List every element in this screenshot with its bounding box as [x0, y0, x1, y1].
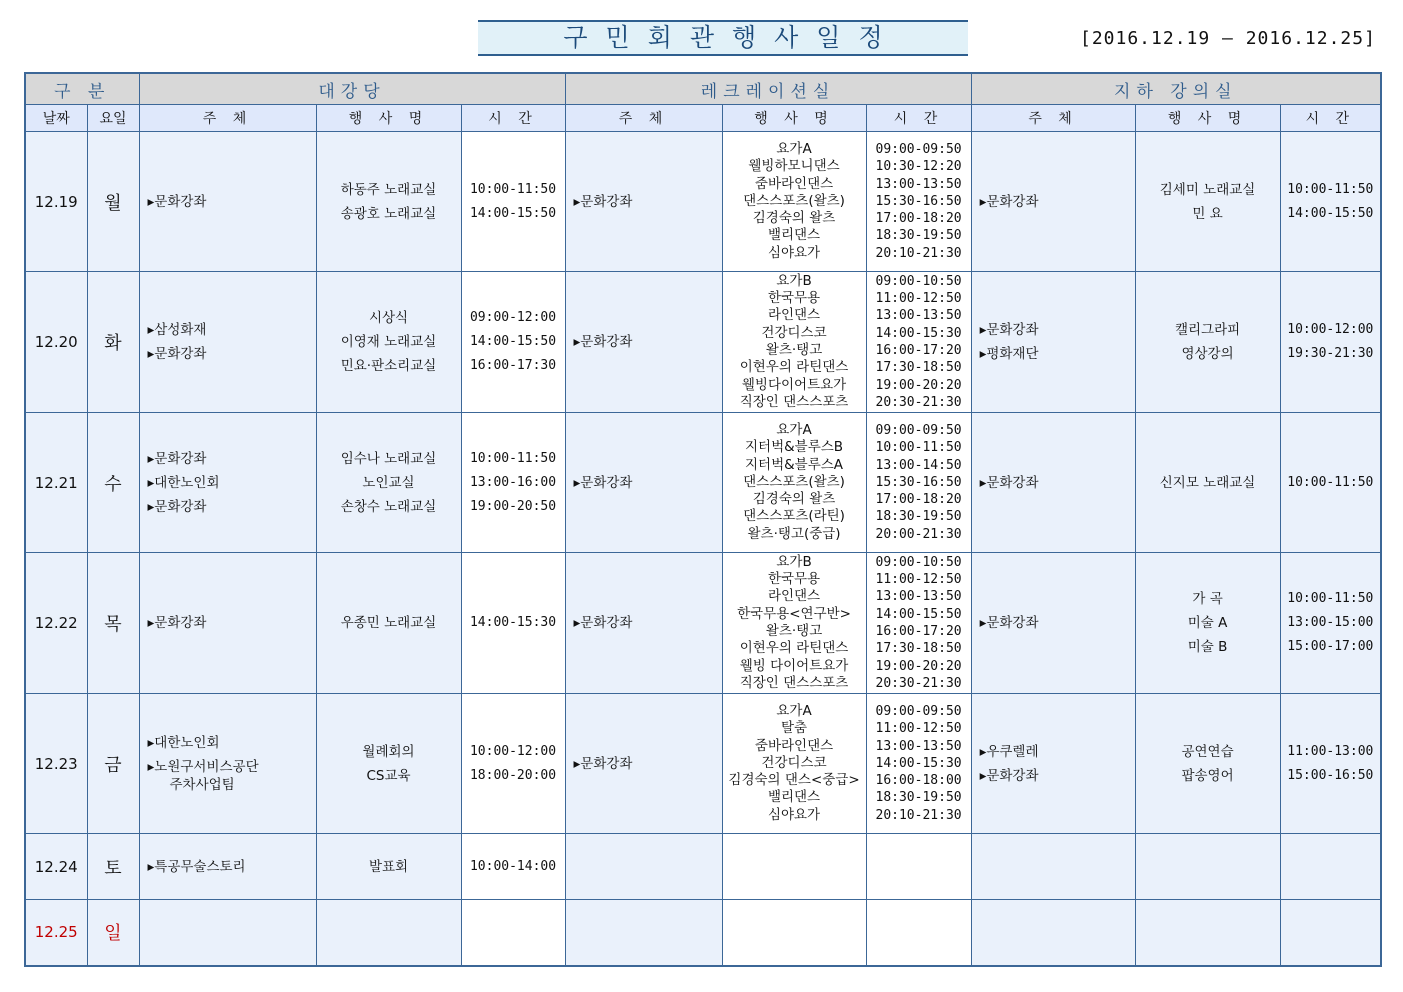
organizer-label: ▸대한노인회	[147, 474, 220, 491]
time-label: 09:00-10:50	[875, 554, 962, 570]
group-main-hall: 대강당	[139, 73, 565, 105]
event-label: 김세미 노래교실	[1159, 181, 1256, 198]
time-label: 20:30-21:30	[875, 394, 962, 410]
time-label: 14:00-15:30	[875, 755, 962, 771]
cell-hall-org	[139, 132, 316, 272]
cell-date: 12.22	[25, 553, 87, 694]
cell-rec-time	[866, 132, 971, 272]
event-label: 밸리댄스	[767, 227, 821, 244]
group-category: 구 분	[25, 73, 139, 105]
event-label: 한국무용	[767, 290, 821, 307]
event-label: 송광호 노래교실	[340, 205, 437, 222]
organizer-label: ▸문화강좌	[147, 450, 207, 467]
event-label: 하동주 노래교실	[340, 181, 437, 198]
event-label: 우종민 노래교실	[340, 615, 437, 631]
col-hall-event: 행 사 명	[316, 105, 461, 132]
time-label: 16:00-18:00	[875, 773, 962, 789]
event-label: 밸리댄스	[767, 789, 821, 806]
organizer-label: ▸문화강좌	[147, 498, 207, 515]
organizer-label: ▸우쿠렐레	[979, 743, 1039, 760]
cell-base-org	[971, 553, 1135, 694]
table-row	[25, 900, 1381, 966]
cell-hall-time	[461, 694, 565, 834]
cell-base-org	[971, 900, 1135, 966]
cell-rec-event	[722, 132, 866, 272]
event-label: 요가A	[776, 421, 812, 438]
event-label: 손창수 노래교실	[340, 498, 437, 515]
cell-day: 금	[87, 694, 139, 834]
time-label: 14:00-15:30	[875, 325, 962, 341]
time-label: 10:00-12:00	[1287, 322, 1374, 337]
cell-hall-time	[461, 413, 565, 553]
organizer-label: ▸문화강좌	[573, 755, 633, 772]
time-label: 18:00-20:00	[469, 767, 557, 783]
cell-rec-time	[866, 413, 971, 553]
cell-date: 12.20	[25, 272, 87, 413]
time-label: 09:00-09:50	[875, 422, 962, 438]
organizer-label: ▸문화강좌	[979, 474, 1039, 491]
time-label: 11:00-13:00	[1287, 743, 1374, 759]
event-label: 김경숙의 댄스<중급>	[728, 772, 860, 789]
event-label: 공연연습	[1181, 743, 1234, 760]
table-row	[25, 553, 1381, 694]
cell-rec-org	[565, 553, 722, 694]
event-label: 이현우의 라틴댄스	[739, 640, 849, 657]
event-label: 건강디스코	[761, 324, 827, 341]
time-label: 16:00-17:30	[469, 358, 557, 373]
time-label: 15:00-17:00	[1287, 639, 1374, 654]
cell-hall-event	[316, 553, 461, 694]
cell-base-org	[971, 413, 1135, 553]
cell-rec-org	[565, 413, 722, 553]
time-label: 14:00-15:50	[469, 334, 557, 349]
event-label: 줌바라인댄스	[754, 737, 834, 754]
cell-rec-event	[722, 900, 866, 966]
event-label: 이현우의 라틴댄스	[739, 359, 849, 376]
time-label: 13:00-14:50	[875, 457, 962, 473]
cell-rec-org	[565, 900, 722, 966]
event-label: 심야요가	[767, 806, 821, 823]
time-label: 17:30-18:50	[875, 360, 962, 376]
event-label: 직장인 댄스스포츠	[739, 674, 849, 691]
organizer-label: ▸문화강좌	[573, 615, 633, 631]
time-label: 11:00-12:50	[875, 291, 962, 307]
col-rec-org: 주 체	[565, 105, 722, 132]
event-label: 댄스스포츠(왈츠)	[743, 192, 845, 209]
cell-base-org	[971, 834, 1135, 900]
event-label: 팝송영어	[1181, 767, 1234, 784]
cell-day: 화	[87, 272, 139, 413]
time-label: 17:00-18:20	[875, 211, 962, 227]
date-range: [2016.12.19 – 2016.12.25]	[1080, 28, 1376, 49]
event-label: 왈츠·탱고	[765, 623, 823, 639]
event-label: 줌바라인댄스	[754, 175, 834, 192]
event-label: 미술 A	[1187, 615, 1228, 631]
time-label: 20:10-21:30	[875, 807, 962, 823]
cell-hall-event	[316, 413, 461, 553]
event-label: 한국무용	[767, 571, 821, 588]
time-label: 09:00-09:50	[875, 141, 962, 157]
time-label: 14:00-15:50	[469, 205, 557, 221]
cell-day: 월	[87, 132, 139, 272]
time-label: 09:00-10:50	[875, 273, 962, 289]
organizer-label: ▸문화강좌	[147, 346, 207, 362]
event-label: 민 요	[1192, 205, 1223, 222]
col-rec-time: 시 간	[866, 105, 971, 132]
time-label: 19:00-20:20	[875, 377, 962, 393]
col-day: 요일	[87, 105, 139, 132]
event-label: 캘리그라피	[1174, 322, 1241, 338]
time-label: 14:00-15:50	[875, 606, 962, 622]
cell-rec-event	[722, 413, 866, 553]
cell-day: 수	[87, 413, 139, 553]
cell-rec-time	[866, 834, 971, 900]
cell-base-org	[971, 694, 1135, 834]
event-label: 임수나 노래교실	[340, 450, 437, 467]
cell-rec-event	[722, 272, 866, 413]
cell-hall-event	[316, 272, 461, 413]
cell-base-org	[971, 132, 1135, 272]
organizer-label: ▸문화강좌	[979, 193, 1039, 210]
time-label: 09:00-12:00	[469, 310, 557, 325]
time-label: 17:30-18:50	[875, 641, 962, 657]
table-row	[25, 694, 1381, 834]
cell-rec-time	[866, 272, 971, 413]
time-label: 13:00-15:00	[1287, 615, 1374, 630]
cell-hall-time	[461, 132, 565, 272]
cell-rec-time	[866, 694, 971, 834]
cell-base-time	[1280, 834, 1381, 900]
organizer-label: ▸평화재단	[979, 346, 1039, 362]
event-label: 노인교실	[362, 474, 415, 491]
time-label: 11:00-12:50	[875, 572, 962, 588]
col-base-org: 주 체	[971, 105, 1135, 132]
cell-base-event	[1135, 413, 1280, 553]
cell-base-time	[1280, 553, 1381, 694]
table-row	[25, 413, 1381, 553]
event-label: 지터벅&블루스A	[745, 456, 844, 473]
organizer-label: ▸문화강좌	[147, 615, 207, 631]
event-label: 탈춤	[780, 720, 808, 737]
event-label: 김경숙의 왈츠	[752, 491, 836, 508]
cell-hall-time	[461, 900, 565, 966]
cell-day: 목	[87, 553, 139, 694]
cell-hall-org	[139, 413, 316, 553]
time-label: 10:00-14:00	[469, 858, 557, 874]
cell-rec-event	[722, 834, 866, 900]
event-label: 웰빙다이어트요가	[741, 376, 847, 393]
event-label: 이영재 노래교실	[340, 334, 437, 350]
event-label: 지터벅&블루스B	[745, 439, 844, 456]
cell-hall-event	[316, 900, 461, 966]
time-label: 13:00-16:00	[469, 474, 557, 490]
cell-date: 12.23	[25, 694, 87, 834]
time-label: 10:00-11:50	[1287, 181, 1374, 197]
cell-hall-event	[316, 694, 461, 834]
cell-base-event	[1135, 272, 1280, 413]
event-label: 김경숙의 왈츠	[752, 210, 836, 227]
cell-date: 12.21	[25, 413, 87, 553]
event-label: 웰빙 다이어트요가	[739, 657, 849, 674]
time-label: 20:00-21:30	[875, 526, 962, 542]
cell-base-time	[1280, 413, 1381, 553]
cell-hall-org	[139, 834, 316, 900]
event-label: CS교육	[366, 767, 411, 784]
cell-rec-org	[565, 132, 722, 272]
cell-base-event	[1135, 834, 1280, 900]
schedule-table	[24, 72, 1382, 967]
time-label: 10:00-11:50	[469, 450, 557, 466]
table-row	[25, 834, 1381, 900]
time-label: 20:30-21:30	[875, 675, 962, 691]
cell-rec-org	[565, 272, 722, 413]
col-rec-event: 행 사 명	[722, 105, 866, 132]
event-label: 요가B	[776, 272, 812, 289]
organizer-label: ▸특공무술스토리	[147, 858, 246, 875]
event-label: 영상강의	[1181, 346, 1234, 362]
cell-base-event	[1135, 553, 1280, 694]
cell-hall-org	[139, 553, 316, 694]
cell-day: 토	[87, 834, 139, 900]
cell-base-time	[1280, 132, 1381, 272]
time-label: 18:30-19:50	[875, 228, 962, 244]
time-label: 13:00-13:50	[875, 738, 962, 754]
time-label: 20:10-21:30	[875, 245, 962, 261]
event-label: 라인댄스	[767, 588, 821, 605]
cell-date: 12.19	[25, 132, 87, 272]
cell-day: 일	[87, 900, 139, 966]
col-hall-time: 시 간	[461, 105, 565, 132]
organizer-label: 주차사업팀	[169, 776, 235, 793]
cell-base-time	[1280, 694, 1381, 834]
organizer-label: ▸문화강좌	[573, 193, 633, 210]
cell-hall-org	[139, 694, 316, 834]
event-label: 민요·판소리교실	[340, 358, 437, 374]
time-label: 16:00-17:20	[875, 624, 962, 639]
organizer-label: ▸문화강좌	[979, 767, 1039, 784]
organizer-label: ▸대한노인회	[147, 734, 220, 751]
cell-rec-org	[565, 694, 722, 834]
cell-hall-event	[316, 834, 461, 900]
event-label: 댄스스포츠(왈츠)	[743, 473, 845, 490]
organizer-label: ▸문화강좌	[573, 474, 633, 491]
time-label: 10:00-11:50	[1287, 591, 1374, 606]
col-base-event: 행 사 명	[1135, 105, 1280, 132]
col-date: 날짜	[25, 105, 87, 132]
time-label: 14:00-15:50	[1287, 205, 1374, 221]
event-label: 라인댄스	[767, 307, 821, 324]
event-label: 왈츠·탱고	[765, 342, 823, 358]
time-label: 10:30-12:20	[875, 159, 962, 175]
event-label: 가 곡	[1192, 591, 1223, 607]
time-label: 10:00-11:50	[875, 440, 962, 456]
time-label: 15:00-16:50	[1287, 767, 1374, 783]
table-row	[25, 272, 1381, 413]
time-label: 16:00-17:20	[875, 343, 962, 358]
page-title-box	[478, 20, 968, 56]
cell-hall-org	[139, 900, 316, 966]
cell-hall-org	[139, 272, 316, 413]
event-label: 신지모 노래교실	[1159, 474, 1256, 491]
cell-base-event	[1135, 132, 1280, 272]
cell-rec-event	[722, 553, 866, 694]
cell-date: 12.24	[25, 834, 87, 900]
time-label: 14:00-15:30	[469, 615, 557, 630]
time-label: 19:00-20:20	[875, 658, 962, 674]
event-label: 댄스스포츠(라틴)	[743, 508, 845, 525]
time-label: 17:00-18:20	[875, 492, 962, 508]
page-title: 구민회관행사일정	[563, 23, 901, 52]
time-label: 13:00-13:50	[875, 308, 962, 324]
time-label: 10:00-11:50	[1287, 474, 1374, 490]
event-label: 한국무용<연구반>	[737, 605, 851, 622]
group-recreation-room: 레크레이션실	[565, 73, 971, 105]
organizer-label: ▸문화강좌	[979, 322, 1039, 338]
event-label: 웰빙하모니댄스	[748, 158, 840, 175]
organizer-label: ▸문화강좌	[573, 334, 633, 350]
time-label: 15:30-16:50	[875, 474, 962, 490]
time-label: 18:30-19:50	[875, 509, 962, 525]
event-label: 월례회의	[362, 743, 415, 760]
time-label: 19:30-21:30	[1287, 346, 1374, 361]
group-basement-room: 지하 강의실	[971, 73, 1381, 105]
time-label: 10:00-12:00	[469, 743, 557, 759]
time-label: 13:00-13:50	[875, 589, 962, 605]
time-label: 13:00-13:50	[875, 176, 962, 192]
cell-hall-time	[461, 834, 565, 900]
time-label: 10:00-11:50	[469, 181, 557, 197]
cell-hall-event	[316, 132, 461, 272]
time-label: 15:30-16:50	[875, 193, 962, 209]
col-hall-org: 주 체	[139, 105, 316, 132]
cell-rec-time	[866, 900, 971, 966]
event-label: 심야요가	[767, 244, 821, 261]
event-label: 미술 B	[1187, 639, 1228, 655]
time-label: 18:30-19:50	[875, 790, 962, 806]
event-label: 요가A	[776, 702, 812, 719]
organizer-label: ▸노원구서비스공단	[147, 758, 259, 775]
cell-rec-time	[866, 553, 971, 694]
cell-base-time	[1280, 272, 1381, 413]
event-label: 요가B	[776, 553, 812, 570]
table-row	[25, 132, 1381, 272]
cell-base-time	[1280, 900, 1381, 966]
cell-hall-time	[461, 272, 565, 413]
organizer-label: ▸삼성화재	[147, 322, 207, 338]
event-label: 왈츠·탱고(중급)	[747, 525, 841, 542]
cell-base-org	[971, 272, 1135, 413]
organizer-label: ▸문화강좌	[147, 193, 207, 210]
cell-rec-event	[722, 694, 866, 834]
event-label: 시상식	[368, 310, 409, 326]
event-label: 요가A	[776, 140, 812, 157]
event-label: 건강디스코	[761, 754, 827, 771]
event-label: 직장인 댄스스포츠	[739, 393, 849, 410]
event-label: 발표회	[368, 858, 409, 875]
time-label: 09:00-09:50	[875, 703, 962, 719]
cell-base-event	[1135, 694, 1280, 834]
cell-base-event	[1135, 900, 1280, 966]
col-base-time: 시 간	[1280, 105, 1381, 132]
cell-rec-org	[565, 834, 722, 900]
organizer-label: ▸문화강좌	[979, 615, 1039, 631]
time-label: 19:00-20:50	[469, 498, 557, 514]
cell-date: 12.25	[25, 900, 87, 966]
cell-hall-time	[461, 553, 565, 694]
time-label: 11:00-12:50	[875, 721, 962, 737]
